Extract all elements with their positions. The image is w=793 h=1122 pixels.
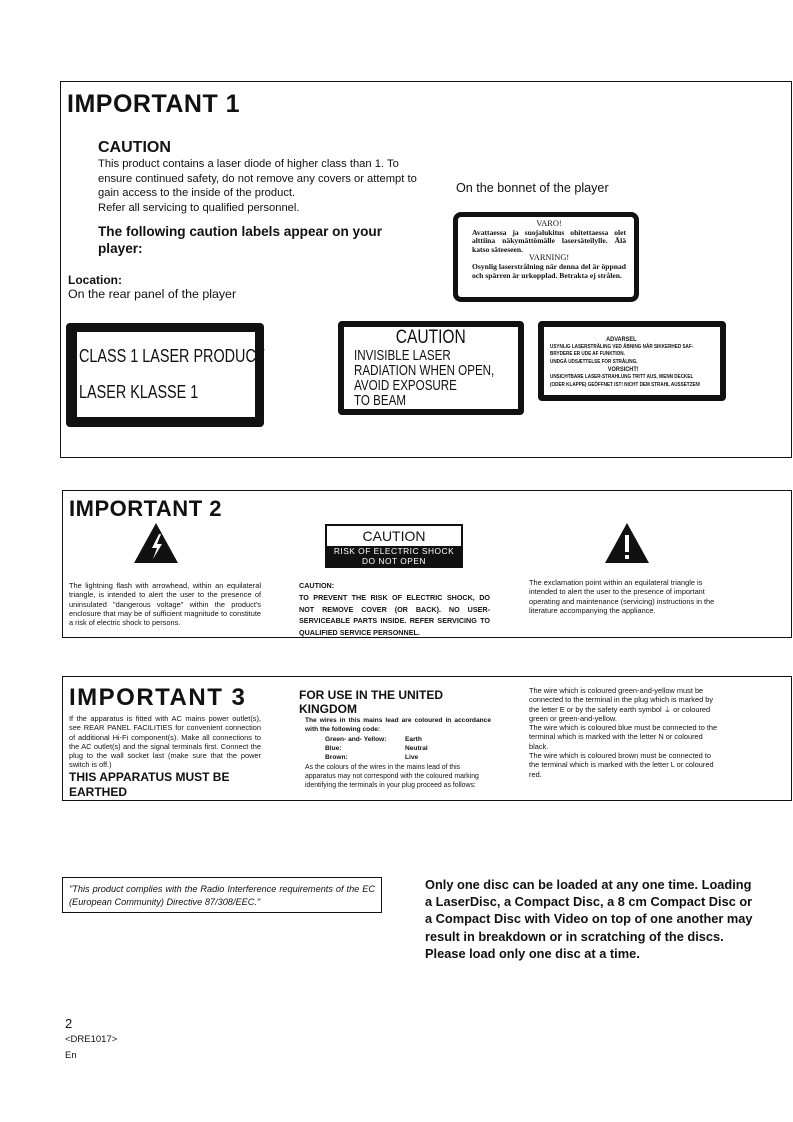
location-value: On the rear panel of the player: [68, 287, 237, 301]
wire-colour: Blue:: [325, 745, 342, 752]
varning-text: Osynlig laserstrålning när denna del är öppnad och spärren är urkopplad. Betrakta ej strålen.: [472, 261, 626, 280]
uk-heading: FOR USE IN THE UNITED KINGDOM: [299, 688, 444, 716]
compliance-text: "This product complies with the Radio Interference requirements of the EC (European Community) Directive 87/308/EEC.": [69, 884, 375, 907]
caution-text: [98, 157, 420, 215]
caution-laser-label: [338, 321, 524, 415]
caution-laser-line3: AVOID EXPOSURE: [354, 378, 457, 394]
bonnet-label: On the bonnet of the player: [456, 181, 609, 195]
wire-meaning: Live: [405, 754, 419, 761]
varning-heading: VARNING!: [528, 253, 570, 263]
lightning-triangle-icon: [133, 522, 179, 564]
wire-instructions: [529, 686, 721, 779]
important-3-title: IMPORTANT 3: [69, 684, 247, 711]
exclamation-triangle-icon: [604, 522, 650, 564]
important-2-title: IMPORTANT 2: [69, 496, 222, 521]
shock-caution: [299, 580, 490, 639]
shock-caution-heading: CAUTION:: [299, 581, 335, 590]
advarsel-line2: BRYDERE ER UDE AF FUNKTION.: [550, 351, 625, 358]
location-label: Location:: [68, 273, 122, 287]
shock-label-mid: RISK OF ELECTRIC SHOCK: [333, 546, 455, 556]
varo-heading: VARO!: [536, 219, 562, 228]
ac-outlet-text: If the apparatus is fitted with AC mains power outlet(s), see REAR PANEL FACILITIES for convenient connection of additional Hi-Fi component(s). Make all connections to the AC outlet(s) and the signal terminals first. Connect the plug to the wall socket last (make sure that the power switch is off.): [69, 714, 261, 770]
varo-text: Avattaessa ja suojalukitus ohitettaessa olet alttiina näkymättömälle lasersäteilylle. Älä katso säteeseen.: [472, 227, 626, 254]
wire-row-live: [325, 753, 465, 762]
caution-laser-line4: TO BEAM: [354, 393, 406, 409]
uk-text: As the colours of the wires in the mains lead of this apparatus may not correspond with the coloured marking identifying the terminals in your plug proceed as follows:: [305, 764, 479, 790]
shock-label-top: CAUTION: [362, 528, 426, 544]
caution-laser-line1: INVISIBLE LASER: [354, 348, 451, 364]
class1-label: [66, 323, 264, 427]
shock-label: [325, 524, 463, 568]
caution-laser-title: CAUTION: [395, 327, 467, 348]
exclamation-text: The exclamation point within an equilateral triangle is intended to alert the user to the presence of important operating and maintenance (servicing) instructions in the literature accompanying the appliance.: [529, 578, 715, 615]
page-number: 2: [65, 1016, 73, 1031]
varo-label: [453, 212, 639, 302]
advarsel-line5: (ODER KLAPPE) GEÖFFNET IST! NICHT DEM STRAHL AUSSETZEN!: [550, 381, 701, 388]
wire-instruction-live: The wire which is coloured brown must be connected to the terminal which is marked with the letter L or coloured red.: [529, 751, 714, 779]
wire-row-earth: [325, 735, 465, 744]
uk-intro: The wires in this mains lead are coloured in accordance with the following code:: [305, 717, 491, 733]
wire-instruction-earth: The wire which is coloured green-and-yellow must be connected to the terminal in the plug which is marked by the letter E or by the safety earth symbol ⏚ or coloured green or green-and-yellow.: [529, 686, 714, 723]
advarsel-line1: USYNLIG LASERSTRÅLING VED ÅBNING NÅR SIKKERHED SAF-: [550, 343, 694, 350]
vorsicht-heading: VORSICHT!: [607, 366, 639, 374]
wire-meaning: Earth: [405, 736, 422, 743]
lightning-text: The lightning flash with arrowhead, within an equilateral triangle, is intended to alert the user to the presence of uninsulated "dangerous voltage" within the product's enclosure that may be of sufficient magnitude to constitute a risk of electric shock to persons.: [69, 581, 261, 628]
wire-colour: Brown:: [325, 754, 348, 761]
class1-line2: LASER KLASSE 1: [79, 382, 199, 402]
advarsel-line4: UNSICHTBARE LASER-STRAHLUNG TRITT AUS, WENN DECKEL: [550, 373, 694, 380]
wire-code-table: [325, 735, 465, 762]
caution-heading: CAUTION: [98, 139, 171, 156]
advarsel-label: [538, 321, 726, 401]
compliance-box: [62, 877, 382, 913]
doc-code: <DRE1017>: [65, 1034, 118, 1045]
wire-instruction-neutral: The wire which is coloured blue must be connected to the terminal which is marked with the letter N or coloured black.: [529, 723, 718, 751]
wire-row-neutral: [325, 744, 465, 753]
advarsel-line3: UNDGÅ UDSÆTTELSE FOR STRÅLING.: [550, 358, 638, 365]
language-code: En: [65, 1050, 77, 1061]
wire-meaning: Neutral: [405, 745, 428, 752]
shock-caution-text: TO PREVENT THE RISK OF ELECTRIC SHOCK, DO NOT REMOVE COVER (OR BACK). NO USER-SERVICEABLE PARTS INSIDE. REFER SERVICING TO QUALIFIED SERVICE PERSONNEL.: [299, 592, 490, 638]
advarsel-heading: ADVARSEL: [606, 336, 637, 343]
caution-text-body: This product contains a laser diode of higher class than 1. To ensure continued safety, do not remove any covers or attempt to gain access to the inside of the product.: [98, 158, 417, 199]
earthed-notice: THIS APPARATUS MUST BE EARTHED: [69, 770, 230, 799]
wire-colour: Green- and- Yellow:: [325, 736, 387, 743]
important-1-title: IMPORTANT 1: [67, 90, 241, 118]
caution-laser-line2: RADIATION WHEN OPEN,: [354, 363, 495, 379]
class1-line1: CLASS 1 LASER PRODUCT: [79, 346, 265, 366]
caution-text-servicing: Refer all servicing to qualified personnel.: [98, 201, 300, 214]
disc-warning: Only one disc can be loaded at any one time. Loading a LaserDisc, a Compact Disc, a 8 cm Compact Disc or a Compact Disc with Video on top of one another may result in breakdown or in scratching of the discs. Please load only one disc at a time.: [425, 877, 753, 961]
shock-label-bot: DO NOT OPEN: [362, 556, 426, 566]
labels-heading: The following caution labels appear on your player:: [98, 224, 382, 256]
